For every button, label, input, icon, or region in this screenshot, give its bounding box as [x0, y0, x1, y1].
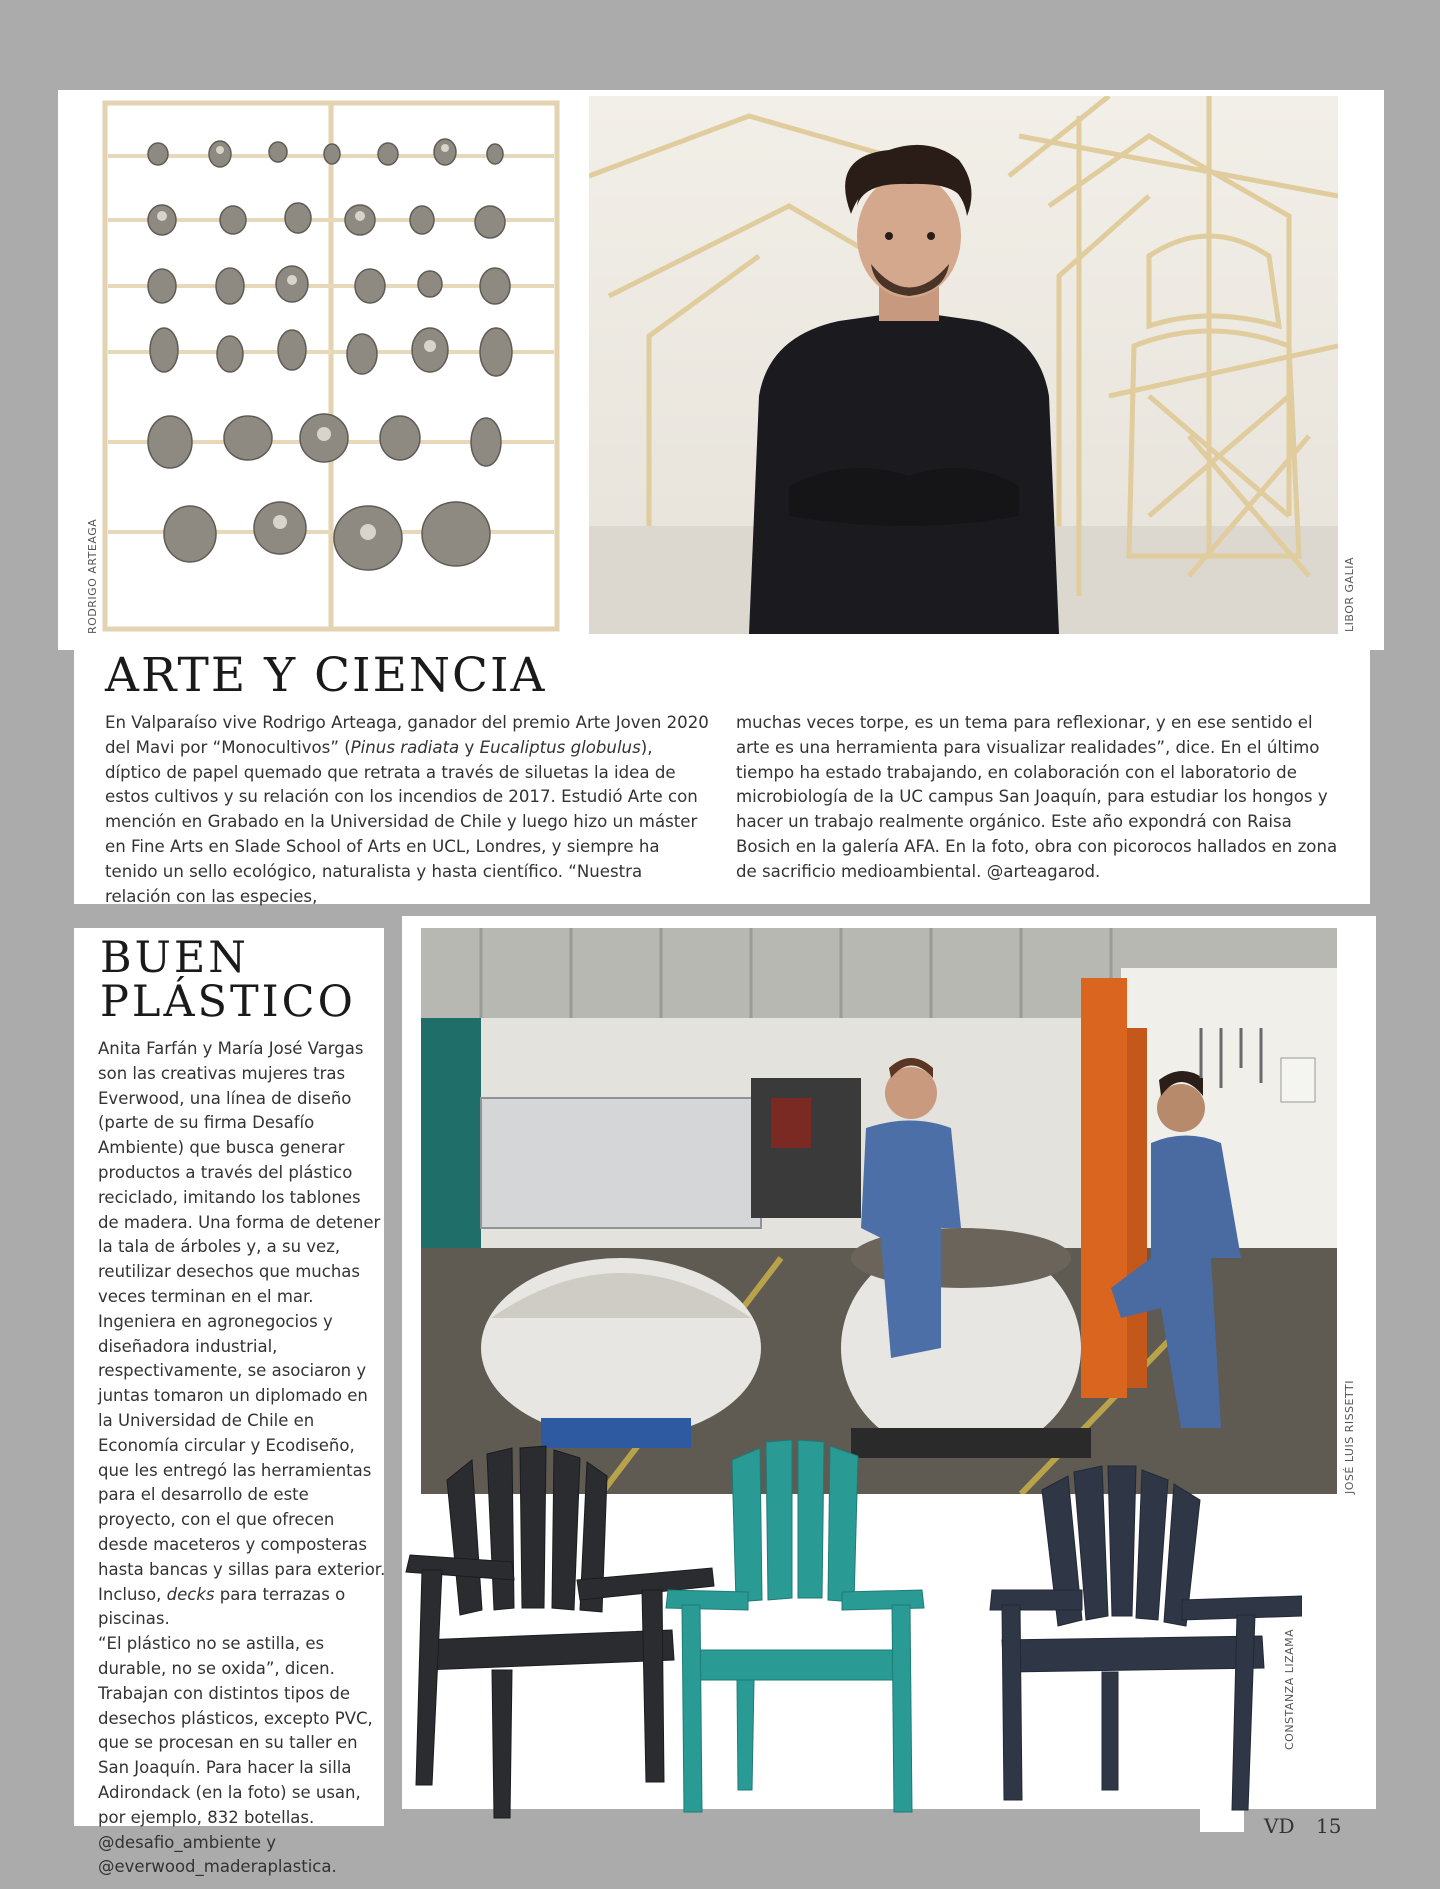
credit-constanza: CONSTANZA LIZAMA	[1283, 1628, 1296, 1750]
chairs-illustration	[402, 1440, 1302, 1820]
credit-rodrigo: RODRIGO ARTEAGA	[86, 518, 99, 634]
article2-paragraph2: “El plástico no se astilla, es durable, no se oxida”, dicen. Trabajan con distintos tipos de desechos plásticos, excepto PVC, que se procesan en su taller en San Joaquín. Para hacer la silla Adirondack (en la foto) se usan, por ejemplo, 832 botellas. @desafio_ambiente y @everwood_maderaplastica.	[98, 1634, 373, 1877]
article1-col1-part-a: En Valparaíso vive Rodrigo Arteaga, ganador del premio Arte Joven 2020 del Mavi por “Monocultivos” (	[105, 713, 709, 757]
article-title-buen-plastico	[100, 933, 356, 1027]
title-line-buen: BUEN	[100, 933, 249, 983]
workshop-illustration	[421, 928, 1337, 1494]
article1-col1-italic-eucaliptus: Eucaliptus globulus	[479, 737, 641, 757]
chair-navy	[990, 1466, 1302, 1810]
sculpture-illustration	[100, 98, 562, 634]
title-line-plastico: PLÁSTICO	[100, 977, 356, 1027]
chair-black	[406, 1446, 714, 1818]
workshop-photo	[421, 928, 1337, 1494]
sculpture-photo	[100, 98, 562, 634]
article2-paragraph1	[98, 1037, 386, 1632]
article1-col1-italic-pinus: Pinus radiata	[350, 737, 460, 757]
article2-body	[98, 1037, 386, 1880]
portrait-photo	[589, 96, 1338, 634]
article2-body-part-b: para terrazas o piscinas.	[98, 1584, 346, 1629]
credit-jose: JOSÉ LUIS RISSETTI	[1343, 1380, 1356, 1494]
chairs-photo	[402, 1440, 1302, 1820]
article1-column1	[105, 711, 713, 909]
credit-libor: LIBOR GALIA	[1343, 557, 1356, 632]
page-number: 15	[1316, 1814, 1342, 1838]
article2-body-part-a: Anita Farfán y María José Vargas son las creativas mujeres tras Everwood, una línea de diseño (parte de su firma Desafío Ambiente) que busca generar productos a través del plástico reciclado, imitando los tablones de madera. Una forma de detener la tala de árboles y, a su vez, reutilizar desechos que muchas veces terminan en el mar. Ingeniera en agronegocios y diseñadora industrial, respectivamente, se asociaron y juntas tomaron un diplomado en la Universidad de Chile en Economía circular y Ecodiseño, que les entregó las herramientas para el desarrollo de este proyecto, con el que ofrecen desde maceteros y composteras hasta bancas y sillas para exterior. Incluso,	[98, 1039, 386, 1604]
article1-column2: muchas veces torpe, es un tema para reflexionar, y en ese sentido el arte es una herramienta para visualizar realidades”, dice. En el último tiempo ha estado trabajando, en colaboración con el laboratorio de microbiología de la UC campus San Joaquín, para estudiar los hongos y hacer un trabajo realmente orgánico. Este año expondrá con Raisa Bosich en la galería AFA. En la foto, obra con picorocos hallados en zona de sacrificio medioambiental. @arteagarod.	[736, 713, 1338, 881]
article1-col1-part-c: ), díptico de papel quemado que retrata a través de siluetas la idea de estos cultivos y su relación con los incendios de 2017. Estudió Arte con mención en Grabado en la Universidad de Chile y luego hizo un máster en Fine Arts en Slade School of Arts en UCL, Londres, y siempre ha tenido un sello ecológico, naturalista y hasta científico. “Nuestra relación con las especies,	[105, 737, 698, 906]
article-title-arte-y-ciencia: ARTE Y CIENCIA	[105, 648, 547, 703]
chair-teal	[666, 1440, 924, 1812]
portrait-illustration	[589, 96, 1338, 634]
article1-col1-part-b: y	[459, 737, 480, 757]
article2-body-italic-decks: decks	[166, 1584, 215, 1604]
footer-brand: VD	[1264, 1814, 1295, 1838]
